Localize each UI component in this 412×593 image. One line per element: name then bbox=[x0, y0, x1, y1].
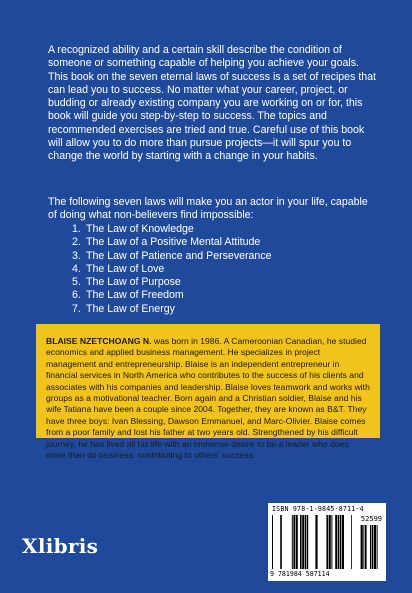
law-number: 3. bbox=[72, 249, 81, 262]
law-label: The Law of Knowledge bbox=[86, 223, 194, 235]
barcode-bar bbox=[296, 515, 298, 569]
barcode-bar bbox=[338, 515, 339, 569]
barcode-bar bbox=[272, 515, 273, 569]
barcode-bar bbox=[331, 515, 332, 569]
law-item bbox=[72, 236, 272, 249]
barcode-bar bbox=[340, 515, 342, 569]
publisher-logo: Xlibris bbox=[22, 534, 99, 558]
barcode-bar bbox=[305, 515, 306, 569]
barcode-bar bbox=[365, 525, 367, 569]
barcode-bar bbox=[342, 515, 344, 569]
law-number: 7. bbox=[72, 302, 81, 315]
barcode-bar bbox=[307, 515, 309, 569]
intro-paragraph: A recognized ability and a certain skill describe the condition of someone or something capable of helping you achieve your goals. This book on the seven eternal laws of success is a set of recipes that can lead you to success. No matter what your career, project, or budding or already existing company you are working on or for, this book will guide you step-by-step to success. The topics and recommended exercises are tried and true. Careful use of this book will allow you to do more than pursue projects—it will spur you to change the world by starting with a change in your habits. bbox=[48, 44, 376, 163]
law-item bbox=[72, 250, 272, 263]
law-label: The Law of Love bbox=[86, 262, 165, 275]
law-number: 5. bbox=[72, 276, 81, 289]
barcode-bar bbox=[374, 525, 376, 569]
barcode-bar bbox=[300, 515, 302, 569]
law-item bbox=[72, 276, 272, 289]
barcode-bar bbox=[372, 525, 374, 569]
law-label: The Law of Energy bbox=[86, 302, 175, 315]
law-number: 4. bbox=[72, 262, 81, 275]
barcode-bar bbox=[335, 515, 337, 569]
author-bio-box bbox=[36, 324, 380, 461]
barcode-bar bbox=[361, 525, 363, 569]
law-item bbox=[72, 223, 272, 236]
law-item bbox=[72, 303, 272, 316]
ean-barcode-icon bbox=[272, 515, 352, 569]
barcode-bar bbox=[363, 525, 364, 569]
law-label: The Law of Patience and Perseverance bbox=[86, 249, 272, 262]
barcode-bar bbox=[293, 515, 295, 569]
law-label: The Law of Freedom bbox=[86, 289, 184, 302]
barcode-bar bbox=[280, 515, 282, 569]
law-label: The Law of Purpose bbox=[86, 276, 181, 289]
law-item bbox=[72, 289, 272, 302]
author-bio-text: was born in 1986. A Cameroonian Canadian, he studied economics and applied business management. He specializes in project management and entrepreneurship. Blaise is an independent entrepreneur in financial services in North America who contributes to the success of his clients and associates with his companies and leadership. Blaise loves teamwork and works with groups as a motivational teacher. Born again and a Christian soldier, Blaise and his wife Tatiana have been a couple since 2004. Together, they are known as B&T. They have three boys: Ivan Blessing, Dawson Emmanuel, and Marc-Olivier. Blaise comes from a poor family and lost his father at two years old. Strengthened by his difficult journey, he has lived all his life with an immense desire to be a leader who does more than do business: contributing to others' success. bbox=[46, 336, 370, 461]
barcode-bar bbox=[351, 515, 352, 569]
addon-barcode-icon bbox=[354, 525, 382, 569]
isbn-text: ISBN 978-1-9845-8711-4 bbox=[272, 505, 364, 513]
barcode-box bbox=[268, 503, 386, 581]
barcode-bar bbox=[292, 515, 293, 569]
barcode-bar bbox=[377, 525, 378, 569]
barcode-bar bbox=[329, 515, 331, 569]
barcode-bar bbox=[315, 515, 317, 569]
ean-number: 9 781984 587114 bbox=[270, 570, 330, 578]
author-name: BLAISE NZETCHOANG N. bbox=[46, 336, 152, 346]
barcode-bar bbox=[326, 515, 328, 569]
law-number: 6. bbox=[72, 289, 81, 302]
barcode-bar bbox=[302, 515, 304, 569]
price-code: 52599 bbox=[360, 515, 382, 523]
laws-list bbox=[72, 223, 272, 316]
law-item bbox=[72, 263, 272, 276]
law-number: 1. bbox=[72, 223, 81, 235]
law-label: The Law of a Positive Mental Attitude bbox=[86, 236, 261, 249]
laws-lead-paragraph: The following seven laws will make you an actor in your life, capable of doing what non-believers find impossible: bbox=[48, 196, 368, 222]
barcode-bar bbox=[370, 525, 371, 569]
law-number: 2. bbox=[72, 236, 81, 249]
